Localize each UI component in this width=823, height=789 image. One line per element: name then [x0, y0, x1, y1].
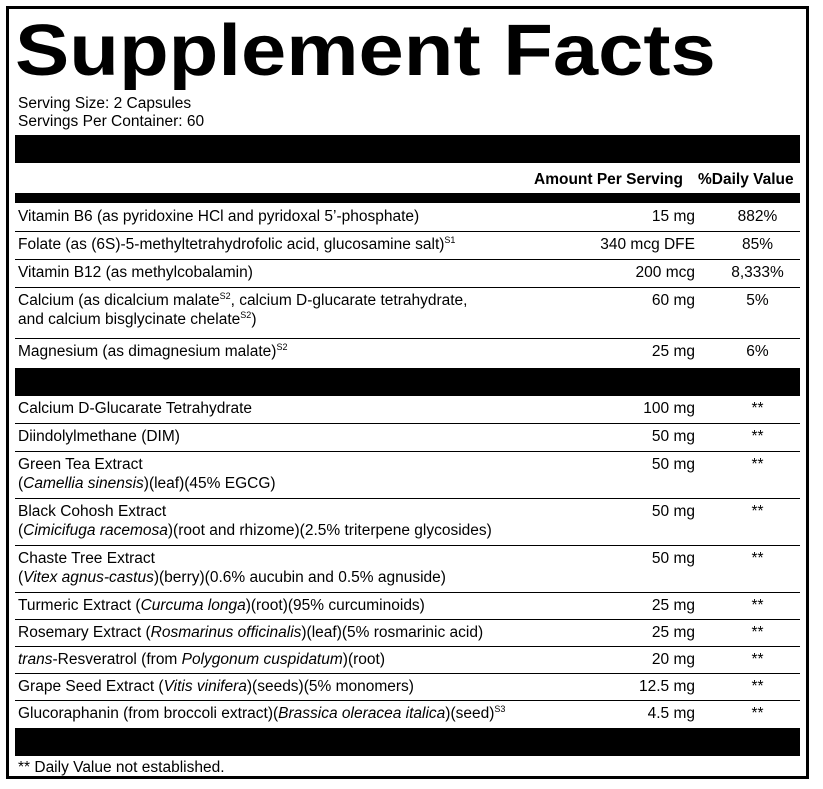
ingredient-row — [15, 549, 800, 591]
divider-bar — [15, 368, 800, 396]
divider-bar — [15, 135, 800, 163]
nutrient-dv: 882% — [737, 208, 778, 225]
nutrient-row — [15, 263, 800, 285]
serving-size: Serving Size: 2 Capsules — [18, 95, 192, 112]
nutrient-amount: 60 mg — [651, 292, 695, 309]
ingredient-name: trans-Resveratrol (from Polygonum cuspidatum)(root) — [18, 651, 385, 668]
ingredient-name: Chaste Tree Extract (Vitex agnus-castus)(berry)(0.6% aucubin and 0.5% agnuside) — [18, 550, 446, 586]
ingredient-amount: 50 mg — [651, 428, 695, 445]
nutrient-amount: 340 mcg DFE — [600, 236, 695, 253]
ingredient-name: Diindolylmethane (DIM) — [18, 428, 180, 445]
ingredient-row — [15, 427, 800, 449]
nutrient-amount: 25 mg — [651, 343, 695, 360]
ingredient-amount: 25 mg — [651, 624, 695, 641]
row-divider — [15, 451, 800, 452]
nutrient-dv: 8,333% — [731, 264, 784, 281]
row-divider — [15, 231, 800, 232]
nutrient-amount: 200 mcg — [635, 264, 695, 281]
ingredient-name: Turmeric Extract (Curcuma longa)(root)(95% curcuminoids) — [18, 597, 425, 614]
ingredient-dv: ** — [751, 705, 764, 722]
nutrient-row — [15, 342, 800, 364]
ingredient-row — [15, 596, 800, 618]
row-divider — [15, 287, 800, 288]
nutrient-row — [15, 291, 800, 335]
row-divider — [15, 498, 800, 499]
row-divider — [15, 545, 800, 546]
ingredient-row — [15, 704, 800, 726]
row-divider — [15, 646, 800, 647]
ingredient-amount: 100 mg — [643, 400, 695, 417]
servings-per-container: Servings Per Container: 60 — [18, 113, 205, 130]
ingredient-row — [15, 650, 800, 672]
ingredient-amount: 50 mg — [651, 503, 695, 520]
ingredient-dv: ** — [751, 624, 764, 641]
row-divider — [15, 259, 800, 260]
ingredient-amount: 25 mg — [651, 597, 695, 614]
amount-per-serving-header: Amount Per Serving — [534, 171, 683, 188]
row-divider — [15, 700, 800, 701]
ingredient-amount: 50 mg — [651, 456, 695, 473]
nutrient-name: Vitamin B6 (as pyridoxine HCl and pyridoxal 5’-phosphate) — [18, 208, 420, 225]
row-divider — [15, 673, 800, 674]
ingredient-row — [15, 502, 800, 544]
ingredient-dv: ** — [751, 651, 764, 668]
supplement-facts-panel — [6, 6, 809, 779]
ingredient-amount: 12.5 mg — [638, 678, 695, 695]
nutrient-name: Calcium (as dicalcium malate$^{S2}$, calcium D-glucarate tetrahydrate, and calcium bisglycinate chelate$^{S2}$) — [18, 291, 468, 328]
nutrient-amount: 15 mg — [651, 208, 695, 225]
ingredient-dv: ** — [751, 428, 764, 445]
nutrient-name: Magnesium (as dimagnesium malate)$^{S2}$ — [18, 342, 288, 360]
nutrient-name: Folate (as (6S)-5-methyltetrahydrofolic acid, glucosamine salt)$^{S1}$ — [18, 235, 456, 253]
daily-value-header: %Daily Value — [698, 171, 794, 188]
ingredient-name: Rosemary Extract (Rosmarinus officinalis)(leaf)(5% rosmarinic acid) — [18, 624, 484, 641]
nutrient-row — [15, 207, 800, 229]
panel-title: Supplement Facts — [15, 11, 716, 91]
nutrient-name: Vitamin B12 (as methylcobalamin) — [18, 264, 253, 281]
row-divider — [15, 338, 800, 339]
ingredient-name: Calcium D-Glucarate Tetrahydrate — [18, 400, 253, 417]
row-divider — [15, 619, 800, 620]
ingredient-dv: ** — [751, 400, 764, 417]
nutrient-row — [15, 235, 800, 257]
ingredient-dv: ** — [751, 456, 764, 473]
ingredient-amount: 4.5 mg — [647, 705, 695, 722]
nutrient-dv: 85% — [741, 236, 774, 253]
row-divider — [15, 592, 800, 593]
ingredient-name: Glucoraphanin (from broccoli extract)(Brassica oleracea italica)(seed)$^{S3}$ — [18, 704, 506, 722]
ingredient-amount: 50 mg — [651, 550, 695, 567]
ingredient-row — [15, 399, 800, 421]
ingredient-dv: ** — [751, 678, 764, 695]
ingredient-dv: ** — [751, 550, 764, 567]
ingredient-dv: ** — [751, 597, 764, 614]
ingredient-name: Green Tea Extract (Camellia sinensis)(leaf)(45% EGCG) — [18, 456, 276, 492]
nutrient-dv: 6% — [746, 343, 769, 360]
ingredient-name: Grape Seed Extract (Vitis vinifera)(seeds)(5% monomers) — [18, 678, 414, 695]
ingredient-dv: ** — [751, 503, 764, 520]
ingredient-row — [15, 677, 800, 699]
ingredient-name: Black Cohosh Extract (Cimicifuga racemosa)(root and rhizome)(2.5% triterpene glycosides) — [18, 503, 492, 539]
ingredient-amount: 20 mg — [651, 651, 695, 668]
divider-bar — [15, 728, 800, 756]
ingredient-row — [15, 623, 800, 645]
footnote: ** Daily Value not established. — [18, 759, 225, 776]
nutrient-dv: 5% — [746, 292, 769, 309]
divider-bar — [15, 193, 800, 203]
row-divider — [15, 423, 800, 424]
ingredient-row — [15, 455, 800, 497]
